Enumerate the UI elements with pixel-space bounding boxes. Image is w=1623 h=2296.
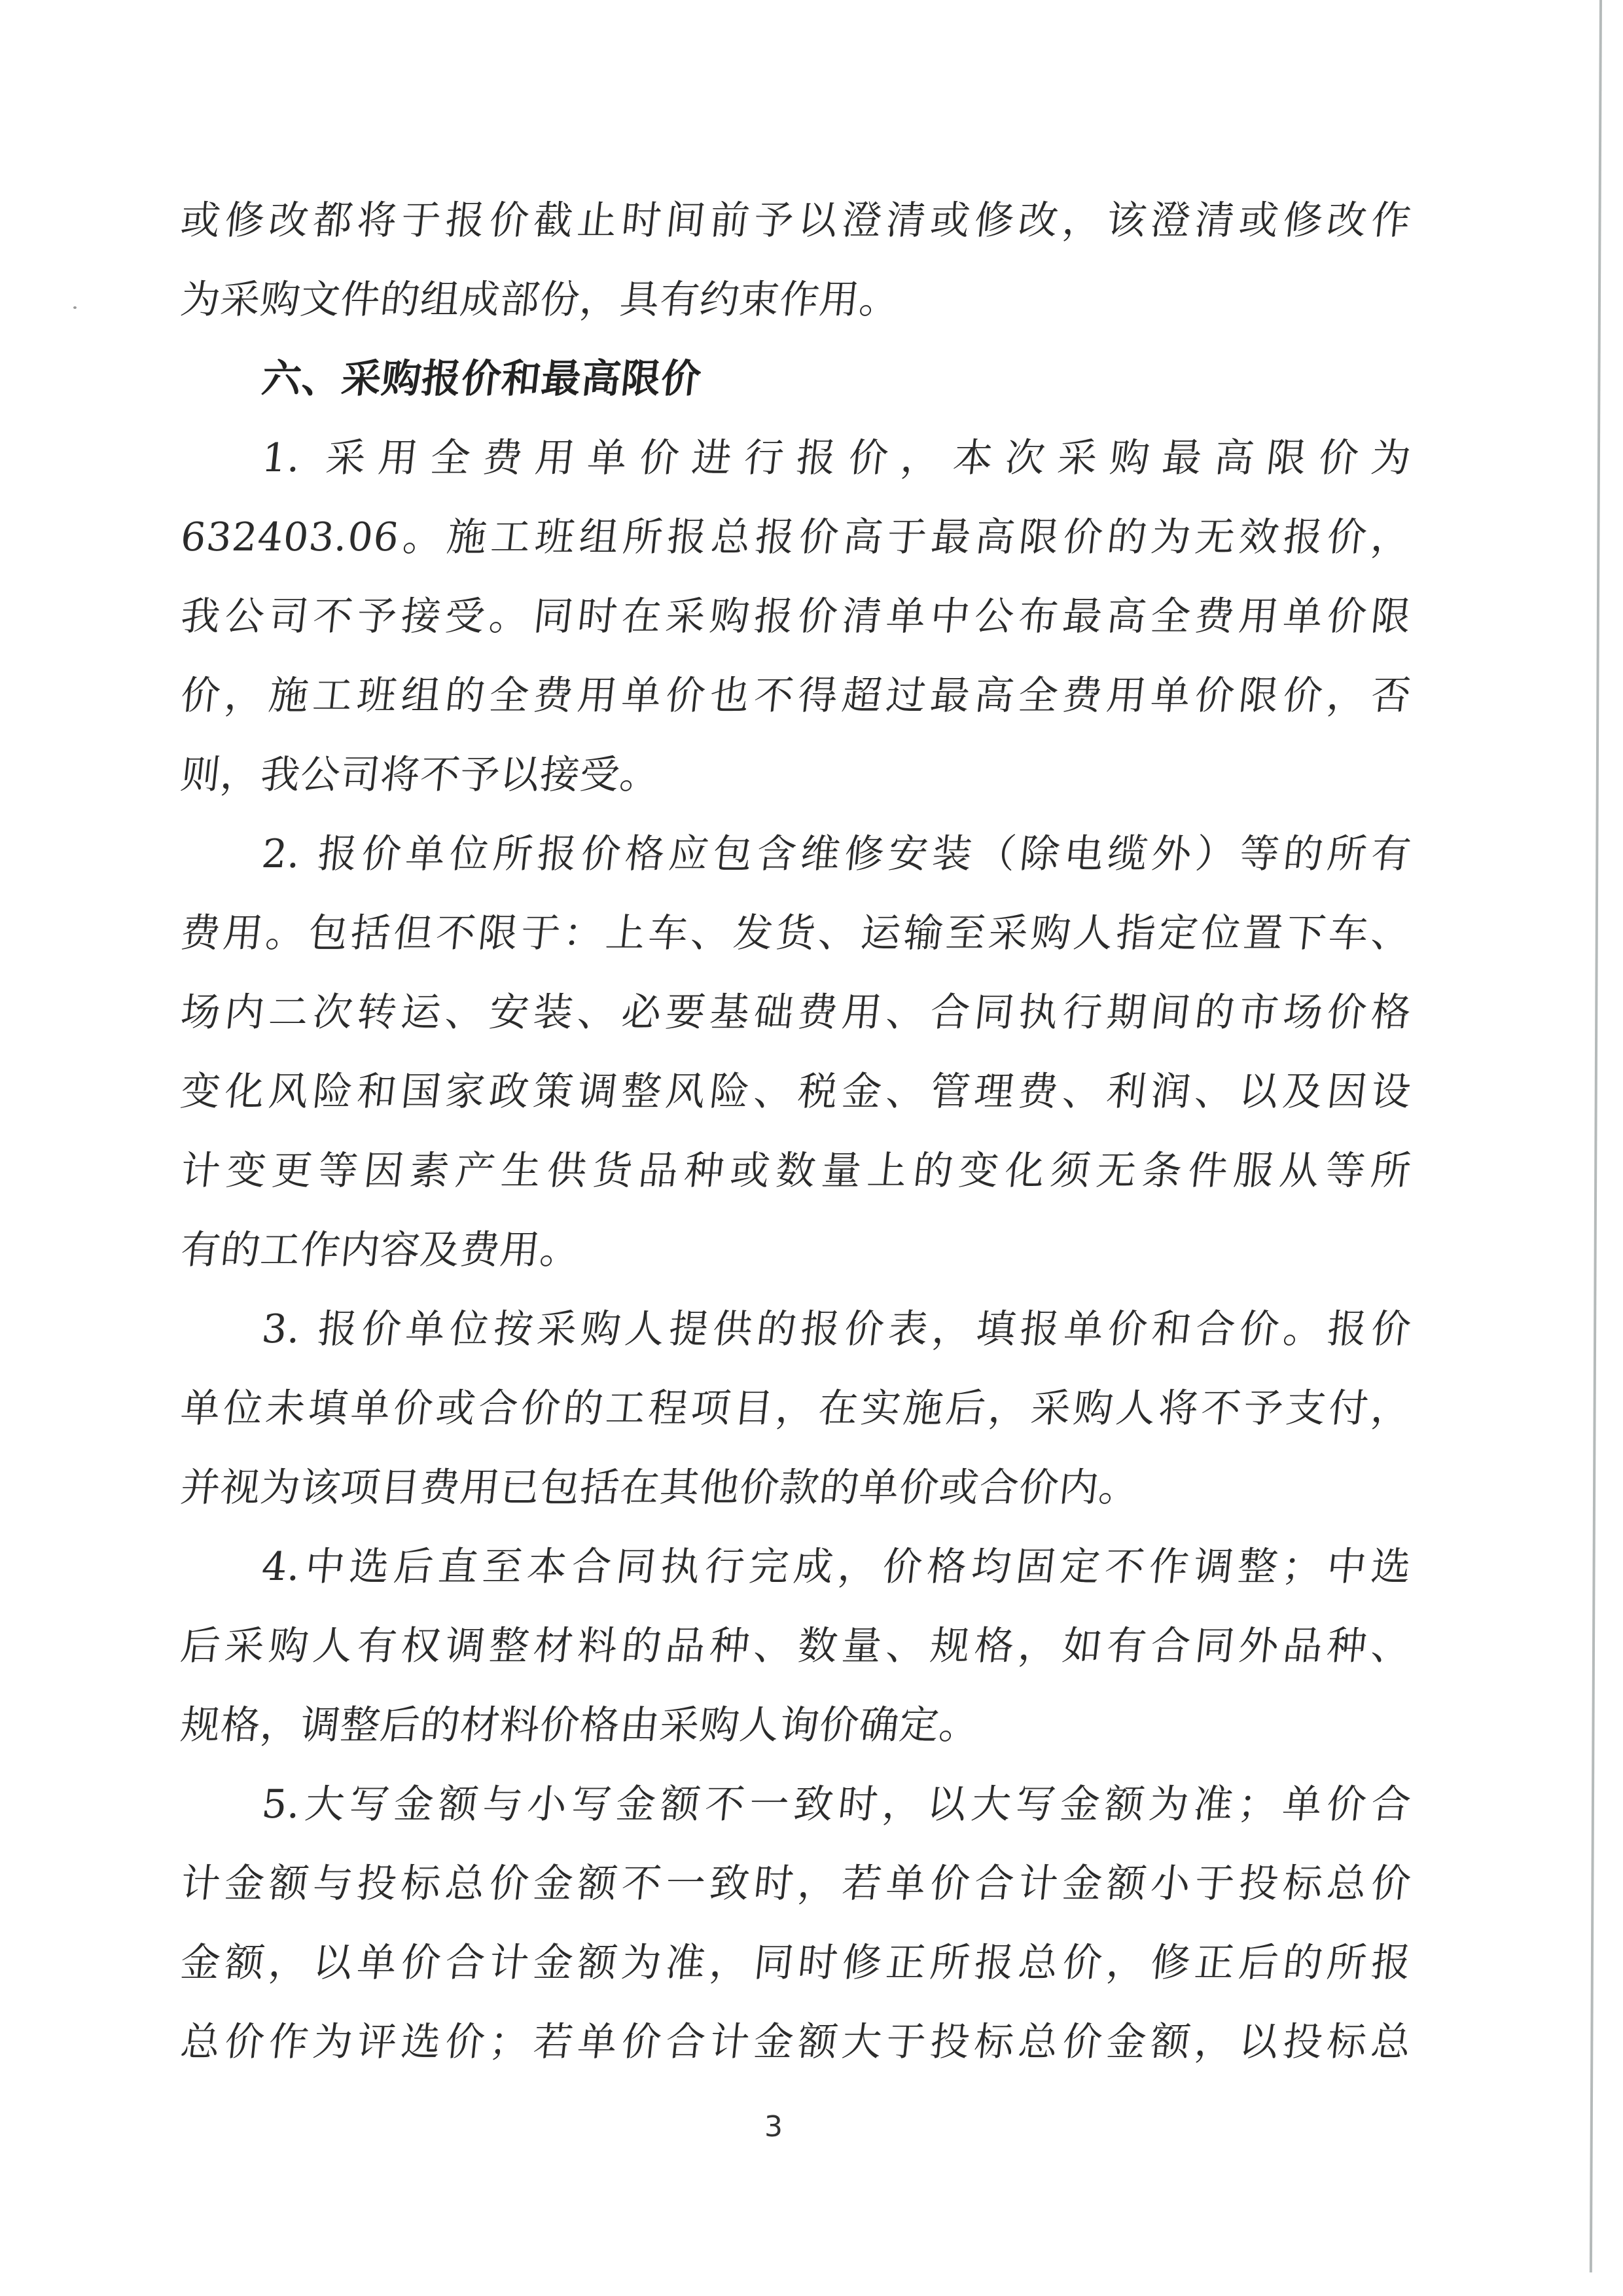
text-line: 并视为该项目费用已包括在其他价款的单价或合价内。 (178, 1465, 1142, 1511)
text-line: 总价作为评选价；若单价合计金额大于投标总价金额，以投标总 (178, 2019, 1414, 2065)
text-line: 费用。包括但不限于：上车、发货、运输至采购人指定位置下车、 (178, 910, 1414, 956)
text-line: 632403.06。施工班组所报总报价高于最高限价的为无效报价， (178, 514, 1414, 560)
text-line: 规格，调整后的材料价格由采购人询价确定。 (178, 1702, 982, 1748)
text-line: 单位未填单价或合价的工程项目，在实施后，采购人将不予支付， (178, 1386, 1414, 1431)
text-line: 场内二次转运、安装、必要基础费用、合同执行期间的市场价格 (178, 990, 1414, 1035)
text-line: 价，施工班组的全费用单价也不得超过最高全费用单价限价，否 (178, 673, 1414, 719)
text-line: 则，我公司将不予以接受。 (178, 752, 663, 798)
text-line: 为采购文件的组成部份，具有约束作用。 (178, 277, 902, 323)
text-line: 或修改都将于报价截止时间前予以澄清或修改，该澄清或修改作 (178, 198, 1414, 243)
page-number: 3 (764, 2110, 783, 2144)
text-line: 计金额与投标总价金额不一致时，若单价合计金额小于投标总价 (178, 1861, 1414, 1907)
text-line: 5.大写金额与小写金额不一致时，以大写金额为准；单价合 (259, 1782, 1414, 1827)
text-line: 金额，以单价合计金额为准，同时修正所报总价，修正后的所报 (178, 1940, 1414, 1986)
text-line: 1. 采用全费用单价进行报价，本次采购最高限价为 (259, 435, 1414, 481)
text-line: 3. 报价单位按采购人提供的报价表，填报单价和合价。报价 (259, 1306, 1414, 1352)
text-line: 变化风险和国家政策调整风险、税金、管理费、利润、以及因设 (178, 1069, 1414, 1115)
text-line: 后采购人有权调整材料的品种、数量、规格，如有合同外品种、 (178, 1623, 1414, 1669)
text-line: 4.中选后直至本合同执行完成，价格均固定不作调整；中选 (259, 1544, 1414, 1590)
scan-artifact-line (1590, 0, 1602, 2272)
text-line: 我公司不予接受。同时在采购报价清单中公布最高全费用单价限 (178, 594, 1414, 639)
scan-speck (73, 306, 77, 309)
text-line: 有的工作内容及费用。 (178, 1227, 583, 1273)
document-body (177, 181, 1414, 2082)
text-line: 2. 报价单位所报价格应包含维修安装（除电缆外）等的所有 (259, 831, 1414, 877)
text-line: 计变更等因素产生供货品种或数量上的变化须无条件服从等所 (178, 1148, 1414, 1194)
section-heading: 六、采购报价和最高限价 (259, 356, 704, 402)
